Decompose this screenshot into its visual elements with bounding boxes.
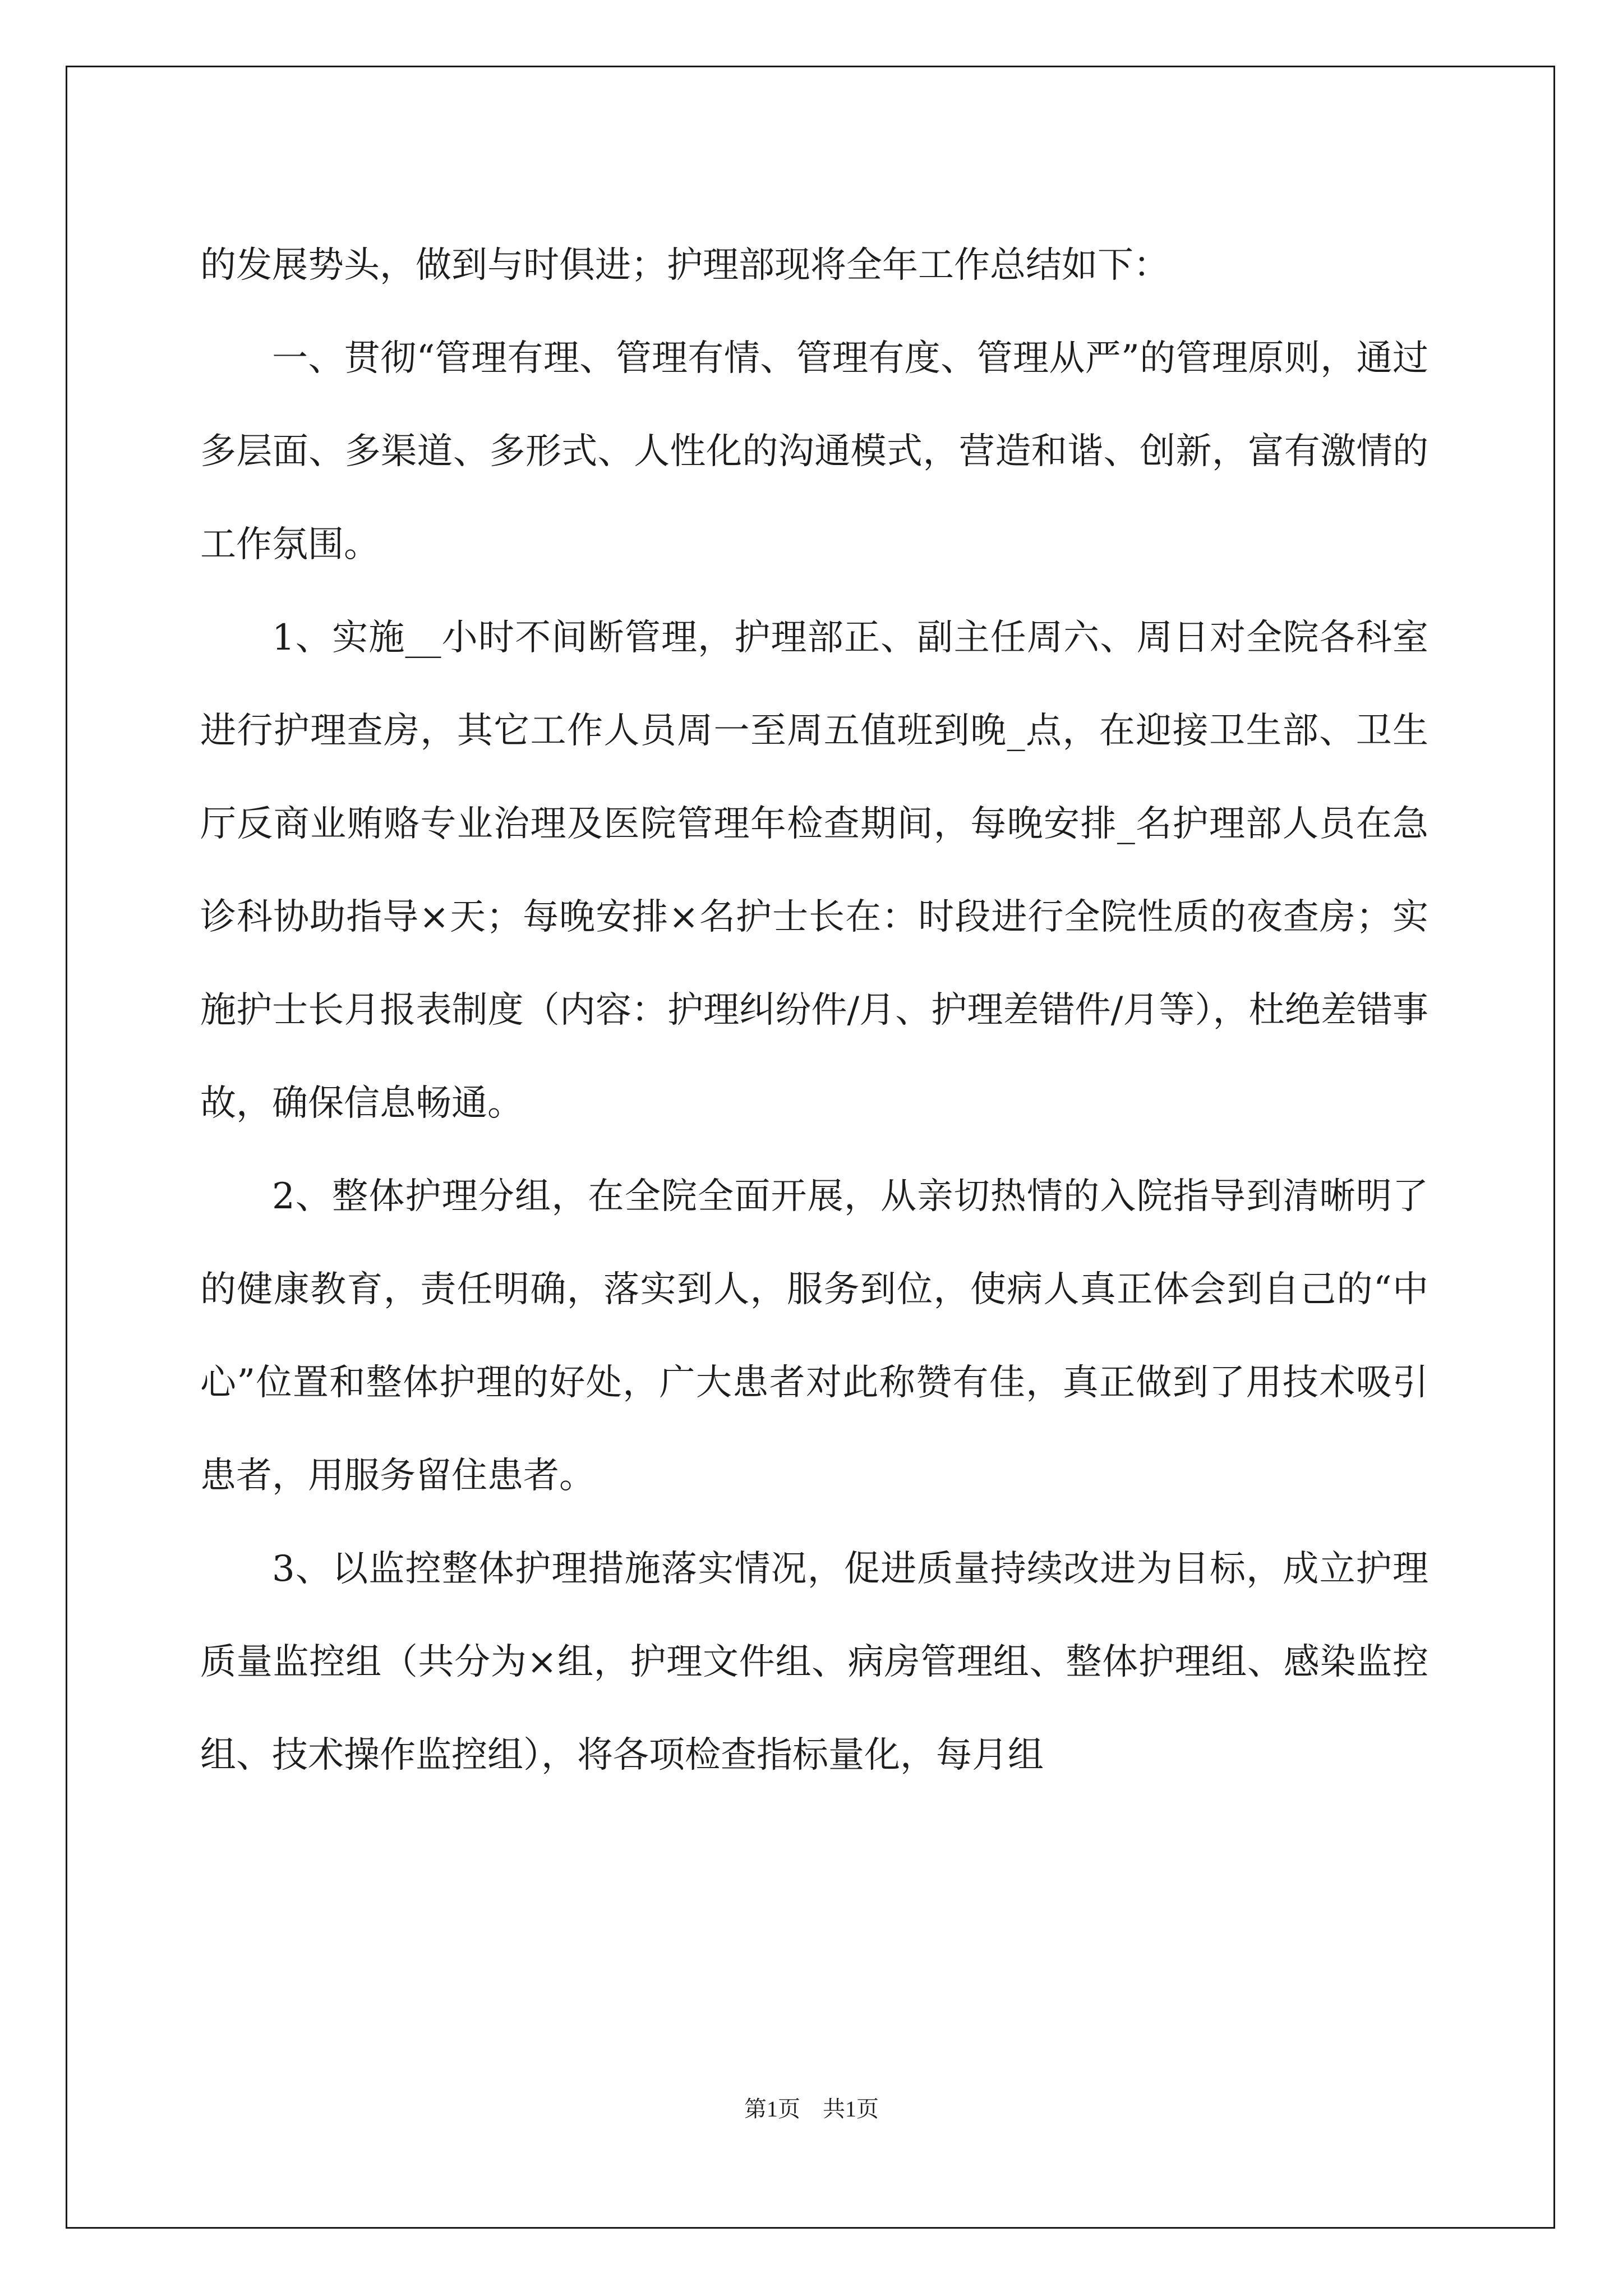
- document-body: [200, 219, 1428, 1802]
- paragraph-section-one: 一、贯彻“管理有理、管理有情、管理有度、管理从严”的管理原则，通过多层面、多渠道、多形式、人性化的沟通模式，营造和谐、创新，富有激情的工作氛围。: [200, 338, 1428, 565]
- paragraph-item-1: 1、实施__小时不间断管理，护理部正、副主任周六、周日对全院各科室进行护理查房，其它工作人员周一至周五值班到晚_点，在迎接卫生部、卫生厅反商业贿赂专业治理及医院管理年检查期间，每晚安排_名护理部人员在急诊科协助指导×天；每晚安排×名护士长在：时段进行全院性质的夜查房；实施护士长月报表制度（内容：护理纠纷件/月、护理差错件/月等），杜绝差错事故，确保信息畅通。: [200, 617, 1428, 1124]
- paragraph-item-3: 3、以监控整体护理措施落实情况，促进质量持续改进为目标，成立护理质量监控组（共分为×组，护理文件组、病房管理组、整体护理组、感染监控组、技术操作监控组），将各项检查指标量化，每月组: [200, 1548, 1428, 1776]
- paragraph-continuation: 的发展势头，做到与时俱进；护理部现将全年工作总结如下：: [200, 245, 1169, 286]
- paragraph-item-2: 2、整体护理分组，在全院全面开展，从亲切热情的入院指导到清晰明了的健康教育，责任明确，落实到人，服务到位，使病人真正体会到自己的“中心”位置和整体护理的好处，广大患者对此称赞有佳，真正做到了用技术吸引患者，用服务留住患者。: [200, 1176, 1428, 1497]
- page-footer: 第1页 共1页: [744, 2096, 879, 2122]
